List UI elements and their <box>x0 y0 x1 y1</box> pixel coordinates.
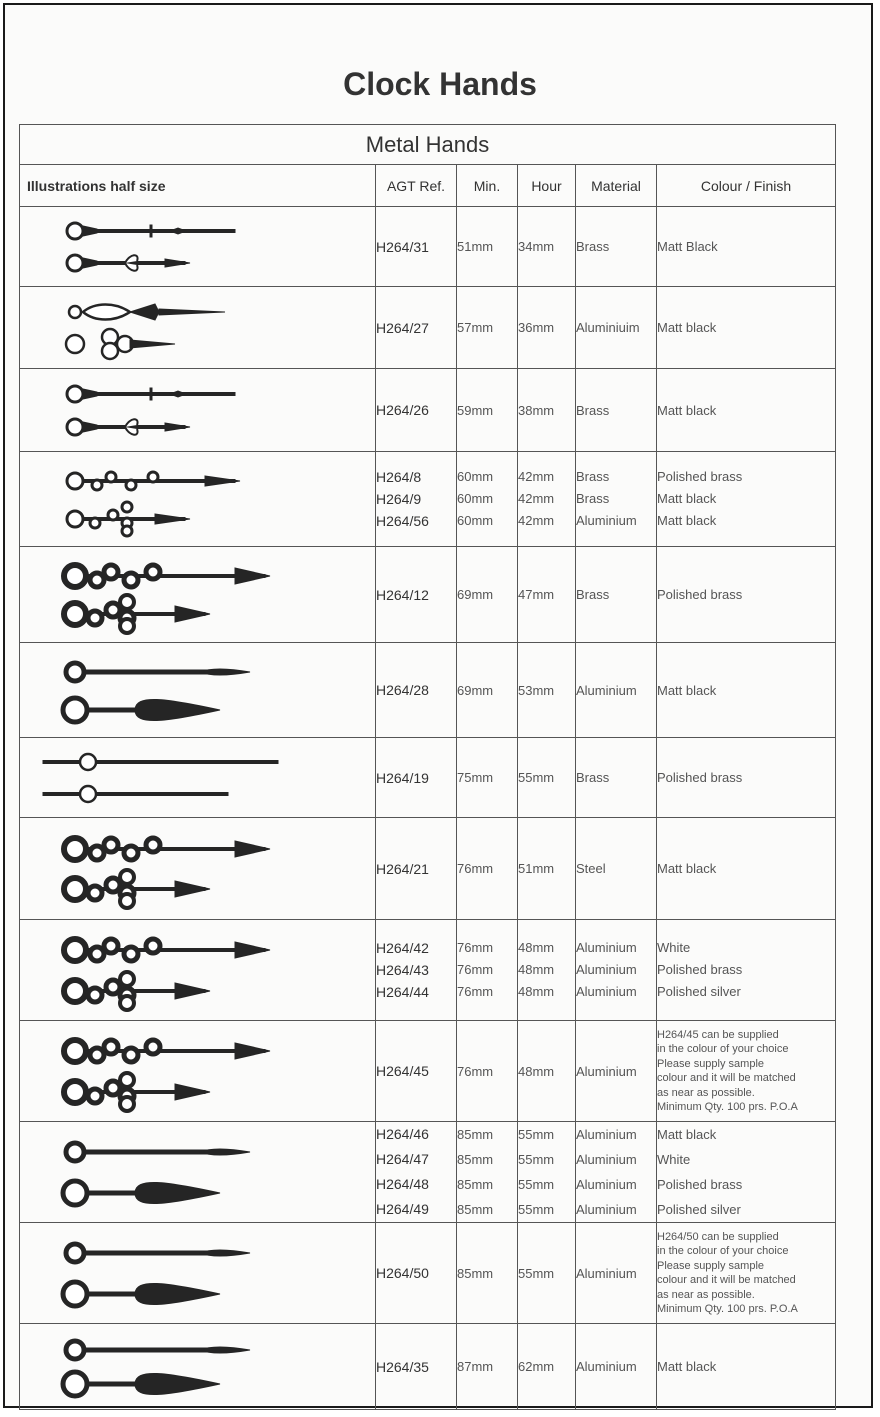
agt-ref-cell <box>376 643 457 738</box>
material-text: Brass <box>576 770 610 785</box>
hour-length-text: 51mm <box>518 861 555 876</box>
material-text: Aluminium <box>576 682 637 698</box>
colour-finish-text: Minimum Qty. 100 prs. P.O.A <box>657 1303 798 1315</box>
hour-length-text: 38mm <box>518 402 555 418</box>
material-cell <box>576 452 657 547</box>
clock-hands-icon <box>20 920 376 1021</box>
agt-ref-cell <box>376 920 457 1021</box>
minute-hand-icon <box>67 223 235 239</box>
minute-length-text: 76mm <box>457 940 494 955</box>
clock-hands-icon <box>20 207 376 287</box>
material-cell <box>576 369 657 452</box>
material-text: Brass <box>576 402 610 418</box>
agt-ref-cell <box>376 818 457 920</box>
colour-finish-text: Matt black <box>657 861 717 876</box>
material-cell <box>576 1122 657 1223</box>
agt-ref-text: H264/9 <box>376 491 422 507</box>
minute-length-text: 60mm <box>457 469 494 484</box>
minute-length-text: 69mm <box>457 587 494 602</box>
hands-illustration <box>20 920 376 1021</box>
minute-hand-icon <box>67 386 235 402</box>
clock-hands-icon <box>20 738 376 818</box>
hour-hand-icon <box>67 419 190 435</box>
hour-hand-icon <box>43 786 228 802</box>
column-header-ref: AGT Ref. <box>376 165 457 207</box>
agt-ref-text: H264/49 <box>376 1201 429 1217</box>
minute-length-cell <box>457 287 518 369</box>
clock-hands-table <box>19 124 836 1410</box>
hour-hand-icon <box>64 972 210 1010</box>
hour-hand-icon <box>63 1372 220 1396</box>
table-row <box>20 1324 836 1410</box>
hour-length-text: 62mm <box>518 1359 555 1374</box>
colour-finish-cell <box>657 207 836 287</box>
hour-length-text: 42mm <box>518 469 555 484</box>
colour-finish-text: Matt black <box>657 320 717 335</box>
agt-ref-cell <box>376 207 457 287</box>
minute-hand-icon <box>64 939 270 961</box>
hour-length-cell <box>518 452 576 547</box>
minute-length-cell <box>457 452 518 547</box>
colour-finish-text: White <box>657 1152 691 1167</box>
hour-length-cell <box>518 369 576 452</box>
minute-length-text: 69mm <box>457 682 494 698</box>
minute-length-text: 85mm <box>457 1152 494 1167</box>
hour-length-cell <box>518 1122 576 1223</box>
minute-hand-icon <box>66 663 250 681</box>
hour-length-text: 48mm <box>518 962 555 977</box>
minute-length-cell <box>457 818 518 920</box>
hands-illustration <box>20 452 376 547</box>
column-header-min: Min. <box>457 165 518 207</box>
hour-length-text: 48mm <box>518 940 555 955</box>
minute-length-cell <box>457 1021 518 1122</box>
minute-length-text: 75mm <box>457 770 494 785</box>
minute-length-text: 76mm <box>457 984 494 999</box>
minute-length-cell <box>457 207 518 287</box>
hands-illustration <box>20 369 376 452</box>
minute-hand-icon <box>64 1040 270 1062</box>
minute-length-cell <box>457 1324 518 1410</box>
colour-finish-cell <box>657 547 836 643</box>
table-row <box>20 818 836 920</box>
minute-length-cell <box>457 369 518 452</box>
material-cell <box>576 1324 657 1410</box>
hour-length-text: 55mm <box>518 770 555 785</box>
minute-length-text: 85mm <box>457 1127 494 1142</box>
agt-ref-cell <box>376 1122 457 1223</box>
table-row <box>20 1223 836 1324</box>
agt-ref-text: H264/44 <box>376 984 429 1000</box>
table-row <box>20 643 836 738</box>
hour-hand-icon <box>64 595 210 633</box>
material-cell <box>576 1223 657 1324</box>
hour-length-text: 42mm <box>518 491 555 506</box>
table-row <box>20 920 836 1021</box>
agt-ref-text: H264/27 <box>376 319 429 336</box>
colour-finish-text: Polished silver <box>657 984 741 999</box>
minute-length-text: 60mm <box>457 513 494 528</box>
material-cell <box>576 287 657 369</box>
minute-hand-icon <box>64 565 270 587</box>
column-header-finish: Colour / Finish <box>657 165 836 207</box>
section-heading: Metal Hands <box>20 125 836 165</box>
hour-length-text: 42mm <box>518 513 555 528</box>
column-header-hour: Hour <box>518 165 576 207</box>
agt-ref-text: H264/56 <box>376 513 429 529</box>
hands-illustration <box>20 1223 376 1324</box>
table-row <box>20 547 836 643</box>
colour-finish-text: Polished brass <box>657 1177 743 1192</box>
minute-length-cell <box>457 1223 518 1324</box>
colour-finish-text: H264/45 can be supplied <box>657 1028 779 1041</box>
material-text: Aluminiuim <box>576 320 640 335</box>
agt-ref-text: H264/19 <box>376 769 429 786</box>
agt-ref-text: H264/46 <box>376 1126 429 1142</box>
minute-length-text: 76mm <box>457 962 494 977</box>
table-row <box>20 452 836 547</box>
material-cell <box>576 818 657 920</box>
colour-finish-text: colour and it will be matched <box>657 1274 796 1286</box>
agt-ref-text: H264/50 <box>376 1265 429 1281</box>
hour-hand-icon <box>63 1282 220 1306</box>
clock-hands-icon <box>20 1021 376 1122</box>
minute-length-text: 85mm <box>457 1177 494 1192</box>
agt-ref-text: H264/35 <box>376 1358 429 1375</box>
hour-length-cell <box>518 920 576 1021</box>
material-text: Aluminium <box>576 1152 637 1167</box>
hour-length-cell <box>518 643 576 738</box>
hands-illustration <box>20 207 376 287</box>
material-text: Brass <box>576 491 610 506</box>
minute-length-cell <box>457 738 518 818</box>
colour-finish-text: Polished brass <box>657 962 743 977</box>
hands-illustration <box>20 738 376 818</box>
hands-illustration <box>20 287 376 369</box>
hands-illustration <box>20 818 376 920</box>
table-row <box>20 287 836 369</box>
agt-ref-cell <box>376 452 457 547</box>
colour-finish-text: Matt black <box>657 1127 717 1142</box>
column-header-material: Material <box>576 165 657 207</box>
colour-finish-text: Matt black <box>657 513 717 528</box>
material-text: Aluminium <box>576 984 637 999</box>
material-text: Brass <box>576 587 610 602</box>
clock-hands-icon <box>20 643 376 738</box>
material-text: Aluminium <box>576 1063 637 1079</box>
colour-finish-text: as near as possible. <box>657 1288 755 1301</box>
material-text: Aluminium <box>576 940 637 955</box>
colour-finish-cell <box>657 738 836 818</box>
hour-length-cell <box>518 547 576 643</box>
agt-ref-text: H264/47 <box>376 1151 429 1167</box>
minute-length-text: 76mm <box>457 1063 494 1079</box>
material-text: Steel <box>576 861 606 876</box>
agt-ref-text: H264/45 <box>376 1063 429 1079</box>
colour-finish-text: White <box>657 940 691 955</box>
material-text: Aluminium <box>576 1177 637 1192</box>
colour-finish-text: in the colour of your choice <box>657 1245 789 1257</box>
colour-finish-text: Matt Black <box>657 239 718 254</box>
minute-length-cell <box>457 920 518 1021</box>
hour-length-cell <box>518 818 576 920</box>
colour-finish-text: Polished brass <box>657 770 743 785</box>
hour-length-cell <box>518 1223 576 1324</box>
hour-length-text: 55mm <box>518 1202 555 1217</box>
colour-finish-text: Please supply sample <box>657 1057 765 1070</box>
agt-ref-cell <box>376 547 457 643</box>
material-cell <box>576 1021 657 1122</box>
material-cell <box>576 738 657 818</box>
hour-hand-icon <box>67 255 190 271</box>
colour-finish-text: Polished brass <box>657 587 743 602</box>
agt-ref-text: H264/42 <box>376 940 429 956</box>
agt-ref-cell <box>376 287 457 369</box>
hour-length-text: 36mm <box>518 320 555 335</box>
colour-finish-text: Matt black <box>657 682 717 698</box>
colour-finish-text: colour and it will be matched <box>657 1072 796 1084</box>
material-cell <box>576 920 657 1021</box>
minute-hand-icon <box>67 472 240 490</box>
agt-ref-text: H264/43 <box>376 962 429 978</box>
minute-length-text: 85mm <box>457 1265 494 1281</box>
colour-finish-cell <box>657 818 836 920</box>
minute-hand-icon <box>69 304 225 320</box>
clock-hands-icon <box>20 1122 376 1223</box>
agt-ref-cell <box>376 738 457 818</box>
colour-finish-cell <box>657 452 836 547</box>
minute-length-text: 59mm <box>457 402 494 418</box>
colour-finish-cell <box>657 643 836 738</box>
minute-length-text: 57mm <box>457 320 494 335</box>
clock-hands-icon <box>20 1324 376 1410</box>
column-header-illustrations: Illustrations half size <box>20 165 376 207</box>
colour-finish-text: Matt black <box>657 402 717 418</box>
material-cell <box>576 207 657 287</box>
hour-length-text: 48mm <box>518 984 555 999</box>
material-cell <box>576 547 657 643</box>
colour-finish-cell <box>657 1122 836 1223</box>
hour-length-cell <box>518 738 576 818</box>
table-row <box>20 207 836 287</box>
hour-length-text: 55mm <box>518 1152 555 1167</box>
agt-ref-text: H264/48 <box>376 1176 429 1192</box>
agt-ref-cell <box>376 1223 457 1324</box>
agt-ref-text: H264/31 <box>376 238 429 255</box>
hour-length-cell <box>518 207 576 287</box>
minute-hand-icon <box>64 838 270 860</box>
hour-hand-icon <box>63 698 220 722</box>
minute-length-text: 51mm <box>457 239 494 254</box>
material-text: Aluminium <box>576 1202 637 1217</box>
material-text: Aluminium <box>576 1359 637 1374</box>
clock-hands-icon <box>20 287 376 369</box>
minute-length-cell <box>457 1122 518 1223</box>
hour-length-text: 34mm <box>518 239 555 254</box>
minute-length-text: 60mm <box>457 491 494 506</box>
colour-finish-text: in the colour of your choice <box>657 1043 789 1055</box>
hour-hand-icon <box>63 1181 220 1205</box>
agt-ref-text: H264/28 <box>376 682 429 698</box>
table-row <box>20 738 836 818</box>
minute-hand-icon <box>43 754 278 770</box>
agt-ref-text: H264/21 <box>376 860 429 877</box>
agt-ref-cell <box>376 1021 457 1122</box>
colour-finish-cell <box>657 1223 836 1324</box>
hour-length-text: 55mm <box>518 1177 555 1192</box>
colour-finish-text: H264/50 can be supplied <box>657 1230 779 1243</box>
hands-illustration <box>20 547 376 643</box>
material-text: Aluminium <box>576 513 637 528</box>
page-title: Clock Hands <box>343 66 537 102</box>
hour-length-cell <box>518 1021 576 1122</box>
agt-ref-text: H264/26 <box>376 402 429 418</box>
hands-illustration <box>20 1122 376 1223</box>
agt-ref-text: H264/12 <box>376 586 429 603</box>
material-text: Aluminium <box>576 1265 637 1281</box>
hour-length-text: 47mm <box>518 587 555 602</box>
colour-finish-cell <box>657 287 836 369</box>
minute-hand-icon <box>66 1143 250 1161</box>
minute-hand-icon <box>66 1244 250 1262</box>
hour-hand-icon <box>66 329 175 359</box>
colour-finish-cell <box>657 369 836 452</box>
clock-hands-icon <box>20 818 376 920</box>
agt-ref-cell <box>376 369 457 452</box>
minute-length-text: 87mm <box>457 1359 494 1374</box>
hands-illustration <box>20 1324 376 1410</box>
hour-length-text: 53mm <box>518 682 555 698</box>
hour-hand-icon <box>67 502 190 536</box>
hour-length-text: 48mm <box>518 1063 555 1079</box>
minute-length-cell <box>457 547 518 643</box>
table-row <box>20 369 836 452</box>
colour-finish-text: Matt black <box>657 491 717 506</box>
hour-hand-icon <box>64 870 210 908</box>
hands-illustration <box>20 1021 376 1122</box>
hour-length-text: 55mm <box>518 1265 555 1281</box>
colour-finish-text: Polished brass <box>657 469 743 484</box>
clock-hands-icon <box>20 369 376 452</box>
colour-finish-cell <box>657 920 836 1021</box>
clock-hands-icon <box>20 452 376 547</box>
hour-hand-icon <box>64 1073 210 1111</box>
clock-hands-icon <box>20 1223 376 1324</box>
minute-length-cell <box>457 643 518 738</box>
material-text: Brass <box>576 469 610 484</box>
table-row <box>20 1021 836 1122</box>
colour-finish-text: as near as possible. <box>657 1086 755 1099</box>
colour-finish-text: Minimum Qty. 100 prs. P.O.A <box>657 1101 798 1113</box>
agt-ref-text: H264/8 <box>376 469 422 485</box>
material-text: Aluminium <box>576 1127 637 1142</box>
hands-illustration <box>20 643 376 738</box>
hour-length-cell <box>518 1324 576 1410</box>
material-cell <box>576 643 657 738</box>
colour-finish-text: Matt black <box>657 1359 717 1374</box>
colour-finish-cell <box>657 1021 836 1122</box>
material-text: Brass <box>576 239 610 254</box>
hour-length-cell <box>518 287 576 369</box>
minute-hand-icon <box>66 1341 250 1359</box>
minute-length-text: 85mm <box>457 1202 494 1217</box>
table-row <box>20 1122 836 1223</box>
agt-ref-cell <box>376 1324 457 1410</box>
hour-length-text: 55mm <box>518 1127 555 1142</box>
material-text: Aluminium <box>576 962 637 977</box>
colour-finish-cell <box>657 1324 836 1410</box>
minute-length-text: 76mm <box>457 861 494 876</box>
colour-finish-text: Polished silver <box>657 1202 741 1217</box>
clock-hands-icon <box>20 547 376 643</box>
colour-finish-text: Please supply sample <box>657 1259 765 1272</box>
